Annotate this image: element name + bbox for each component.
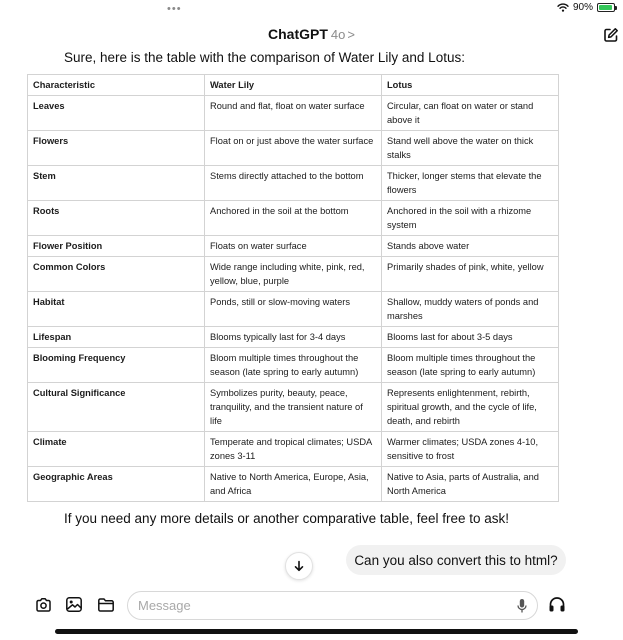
table-cell: Thicker, longer stems that elevate the flowers <box>382 166 559 201</box>
files-icon[interactable] <box>97 597 115 613</box>
table-row <box>28 96 559 131</box>
table-row <box>28 166 559 201</box>
column-header: Water Lily <box>205 75 382 96</box>
table-cell: Bloom multiple times throughout the season (late spring to early autumn) <box>205 348 382 383</box>
chat-header[interactable] <box>0 26 623 46</box>
row-label: Flowers <box>28 131 205 166</box>
table-cell: Stand well above the water on thick stalks <box>382 131 559 166</box>
table-header-row <box>28 75 559 96</box>
table-row <box>28 236 559 257</box>
row-label: Stem <box>28 166 205 201</box>
user-message-bubble <box>346 545 566 575</box>
scroll-to-bottom-button[interactable] <box>285 552 313 580</box>
table-cell: Float on or just above the water surface <box>205 131 382 166</box>
row-label: Habitat <box>28 292 205 327</box>
table-cell: Stands above water <box>382 236 559 257</box>
status-indicators <box>557 2 615 13</box>
model-name[interactable]: 4o <box>330 27 346 42</box>
row-label: Common Colors <box>28 257 205 292</box>
column-header: Characteristic <box>28 75 205 96</box>
table-cell: Symbolizes purity, beauty, peace, tranquility, and the transient nature of life <box>205 383 382 432</box>
battery-icon <box>597 3 615 12</box>
row-label: Blooming Frequency <box>28 348 205 383</box>
app-title[interactable]: ChatGPT <box>268 26 328 42</box>
table-row <box>28 383 559 432</box>
table-row <box>28 327 559 348</box>
table-cell: Warmer climates; USDA zones 4-10, sensitive to frost <box>382 432 559 467</box>
table-row <box>28 432 559 467</box>
row-label: Roots <box>28 201 205 236</box>
message-input[interactable] <box>138 592 508 619</box>
table-cell: Stems directly attached to the bottom <box>205 166 382 201</box>
table-cell: Temperate and tropical climates; USDA zones 3-11 <box>205 432 382 467</box>
table-cell: Wide range including white, pink, red, yellow, blue, purple <box>205 257 382 292</box>
table-cell: Round and flat, float on water surface <box>205 96 382 131</box>
model-chevron-icon[interactable]: > <box>347 27 355 42</box>
battery-percentage: 90% <box>572 2 593 13</box>
user-message-text: Can you also convert this to html? <box>354 552 558 568</box>
table-cell: Ponds, still or slow-moving waters <box>205 292 382 327</box>
assistant-outro-text: If you need any more details or another comparative table, feel free to ask! <box>64 511 509 526</box>
edit-icon[interactable] <box>603 27 619 43</box>
message-composer[interactable] <box>127 591 538 620</box>
table-row <box>28 348 559 383</box>
table-row <box>28 292 559 327</box>
wifi-icon <box>557 3 569 12</box>
row-label: Lifespan <box>28 327 205 348</box>
photos-icon[interactable] <box>65 596 83 613</box>
multitasking-dots-icon[interactable]: ••• <box>167 3 182 15</box>
table-cell: Blooms typically last for 3-4 days <box>205 327 382 348</box>
assistant-intro-text: Sure, here is the table with the comparison of Water Lily and Lotus: <box>64 50 465 65</box>
home-indicator[interactable] <box>55 629 578 634</box>
table-cell: Circular, can float on water or stand above it <box>382 96 559 131</box>
arrow-down-icon <box>293 560 305 572</box>
row-label: Leaves <box>28 96 205 131</box>
status-bar <box>0 0 623 18</box>
table-cell: Anchored in the soil at the bottom <box>205 201 382 236</box>
table-cell: Shallow, muddy waters of ponds and marshes <box>382 292 559 327</box>
table-row <box>28 257 559 292</box>
headphones-icon[interactable] <box>548 596 566 613</box>
table-cell: Represents enlightenment, rebirth, spiritual growth, and the cycle of life, death, and rebirth <box>382 383 559 432</box>
table-cell: Native to Asia, parts of Australia, and North America <box>382 467 559 502</box>
camera-icon[interactable] <box>35 597 52 613</box>
table-row <box>28 467 559 502</box>
table-cell: Floats on water surface <box>205 236 382 257</box>
table-cell: Primarily shades of pink, white, yellow <box>382 257 559 292</box>
row-label: Climate <box>28 432 205 467</box>
comparison-table <box>27 74 559 502</box>
microphone-icon[interactable] <box>517 598 527 614</box>
row-label: Geographic Areas <box>28 467 205 502</box>
column-header: Lotus <box>382 75 559 96</box>
table-cell: Anchored in the soil with a rhizome system <box>382 201 559 236</box>
table-cell: Blooms last for about 3-5 days <box>382 327 559 348</box>
table-row <box>28 201 559 236</box>
row-label: Flower Position <box>28 236 205 257</box>
row-label: Cultural Significance <box>28 383 205 432</box>
table-cell: Native to North America, Europe, Asia, and Africa <box>205 467 382 502</box>
table-row <box>28 131 559 166</box>
table-cell: Bloom multiple times throughout the season (late spring to early autumn) <box>382 348 559 383</box>
